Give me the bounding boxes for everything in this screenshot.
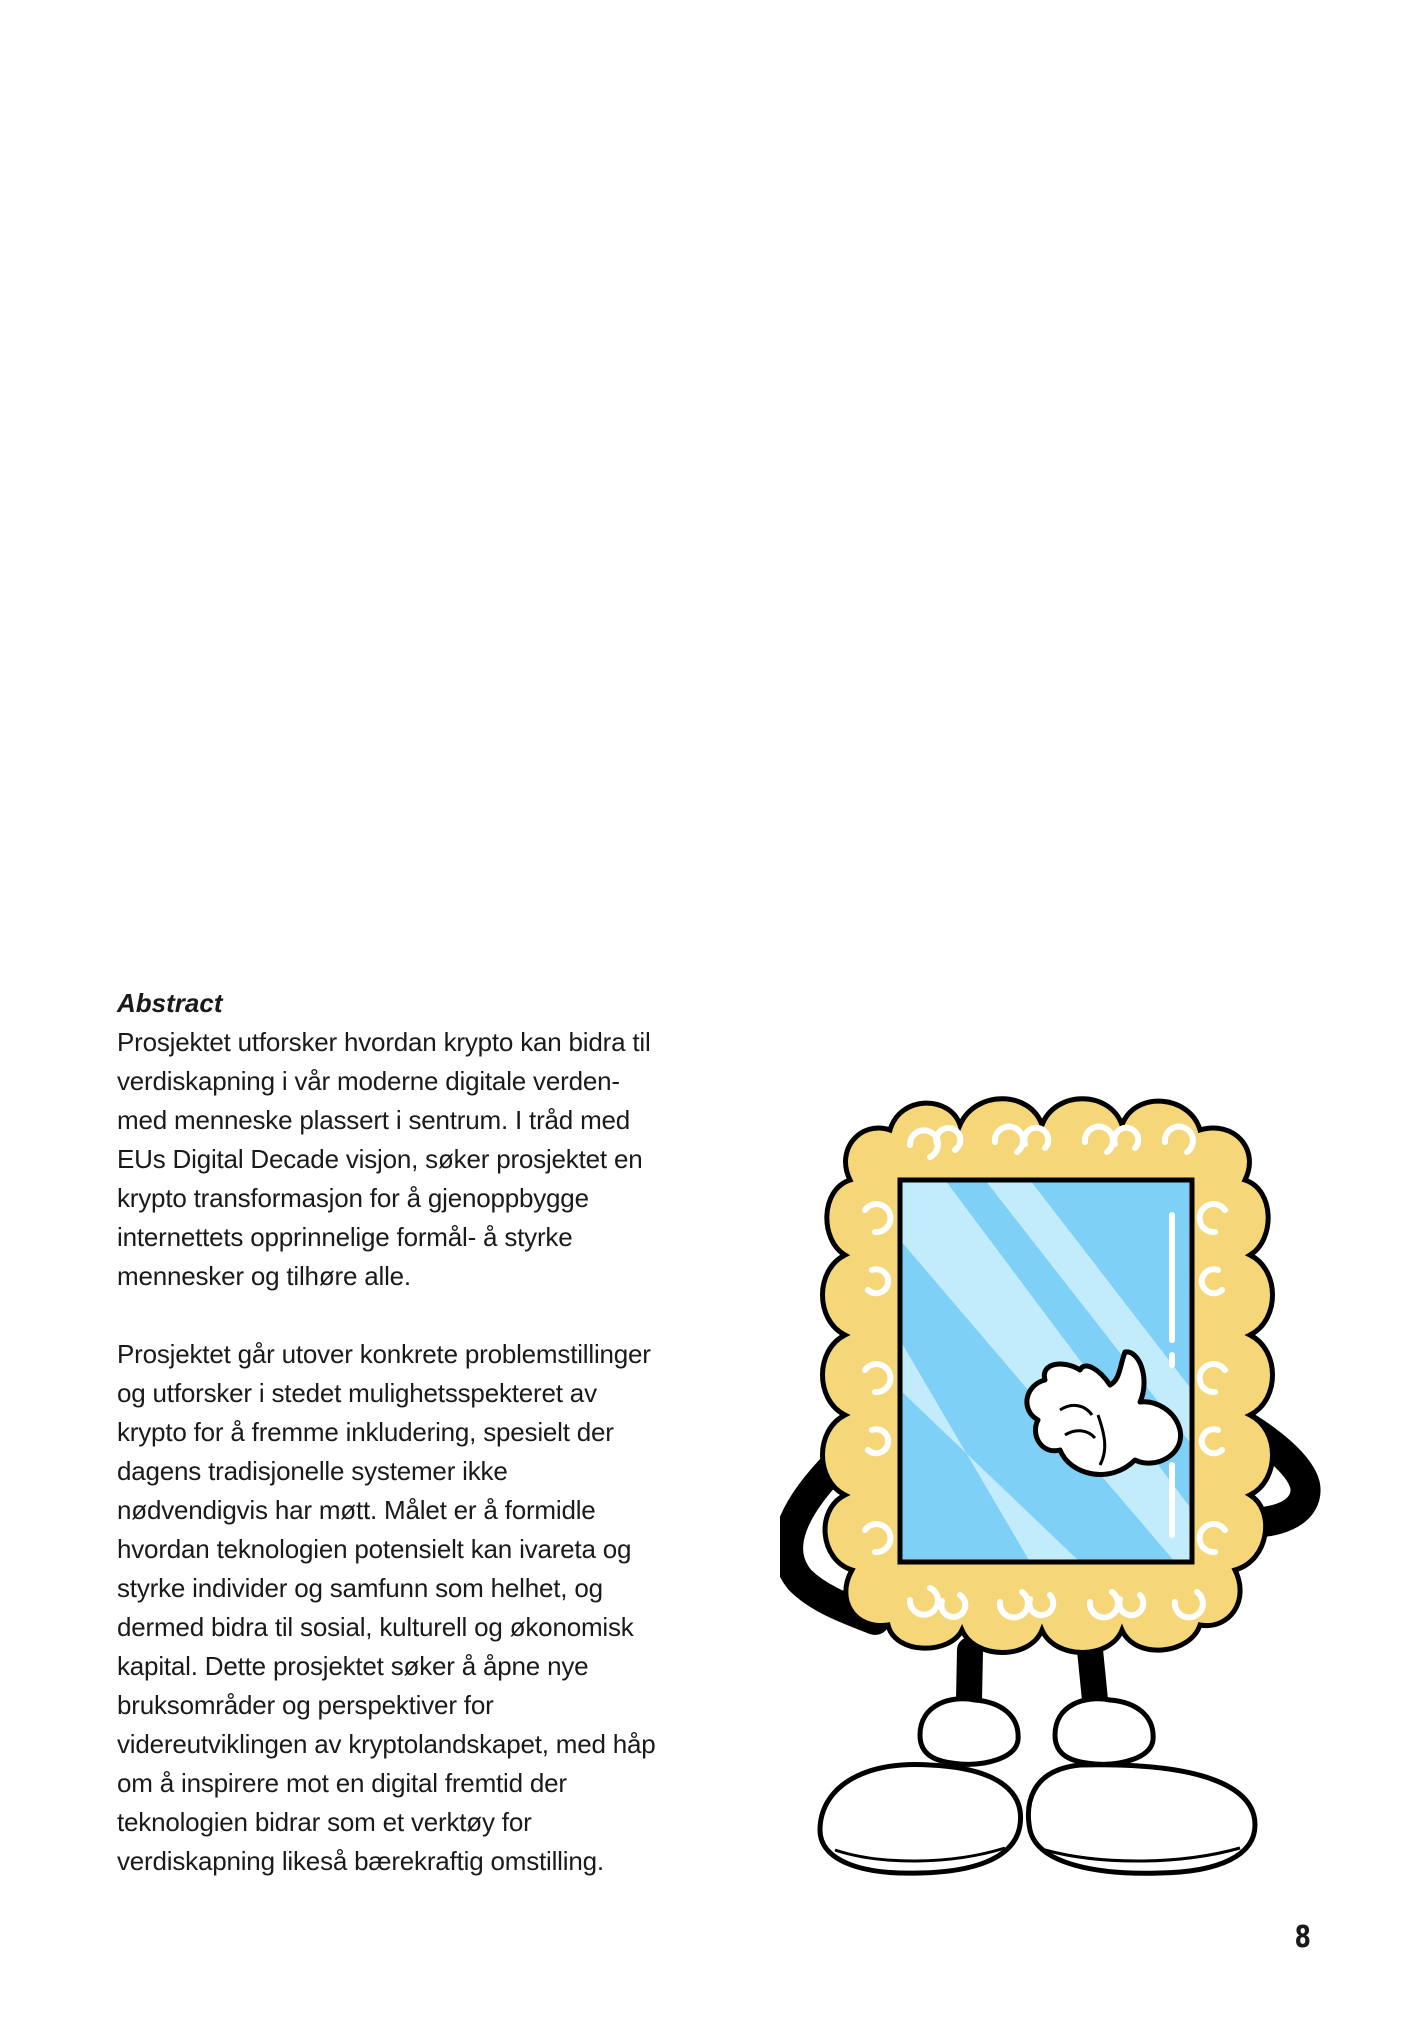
text-line: verdiskapning i vår moderne digitale verden-	[117, 1066, 620, 1096]
text-line: teknologien bidrar som et verktøy for	[117, 1807, 532, 1837]
right-shoe	[1028, 1699, 1255, 1873]
text-line: internettets opprinnelige formål- å styrke	[117, 1222, 573, 1252]
text-line: mennesker og tilhøre alle.	[117, 1261, 411, 1291]
page-number: 8	[1294, 1920, 1311, 1955]
left-shoe	[820, 1699, 1021, 1873]
text-line: Prosjektet utforsker hvordan krypto kan bidra til	[117, 1027, 651, 1057]
abstract-section	[117, 984, 697, 1881]
mirror-character-icon	[780, 1090, 1325, 1890]
paragraph-gap	[117, 1296, 697, 1335]
text-line: med menneske plassert i sentrum. I tråd med	[117, 1105, 631, 1135]
text-line: om å inspirere mot en digital fremtid der	[117, 1768, 567, 1798]
text-line: EUs Digital Decade visjon, søker prosjektet en	[117, 1144, 643, 1174]
text-line: hvordan teknologien potensielt kan ivareta og	[117, 1534, 632, 1564]
text-line: dermed bidra til sosial, kulturell og økonomisk	[117, 1612, 634, 1642]
text-line: bruksområder og perspektiver for	[117, 1690, 494, 1720]
text-line: videreutviklingen av kryptolandskapet, med håp	[117, 1729, 656, 1759]
text-line: styrke individer og samfunn som helhet, og	[117, 1573, 603, 1603]
text-line: krypto transformasjon for å gjenoppbygge	[117, 1183, 589, 1213]
text-line: nødvendigvis har møtt. Målet er å formidle	[117, 1495, 596, 1525]
text-line: kapital. Dette prosjektet søker å åpne nye	[117, 1651, 589, 1681]
abstract-paragraph-2	[117, 1335, 697, 1881]
abstract-heading: Abstract	[117, 988, 223, 1018]
text-line: og utforsker i stedet mulighetsspekteret av	[117, 1378, 597, 1408]
text-line: Prosjektet går utover konkrete problemstillinger	[117, 1339, 651, 1369]
text-line: verdiskapning likeså bærekraftig omstilling.	[117, 1846, 604, 1876]
text-line: krypto for å fremme inkludering, spesielt der	[117, 1417, 614, 1447]
abstract-paragraph-1	[117, 1023, 697, 1296]
text-line: dagens tradisjonelle systemer ikke	[117, 1456, 508, 1486]
